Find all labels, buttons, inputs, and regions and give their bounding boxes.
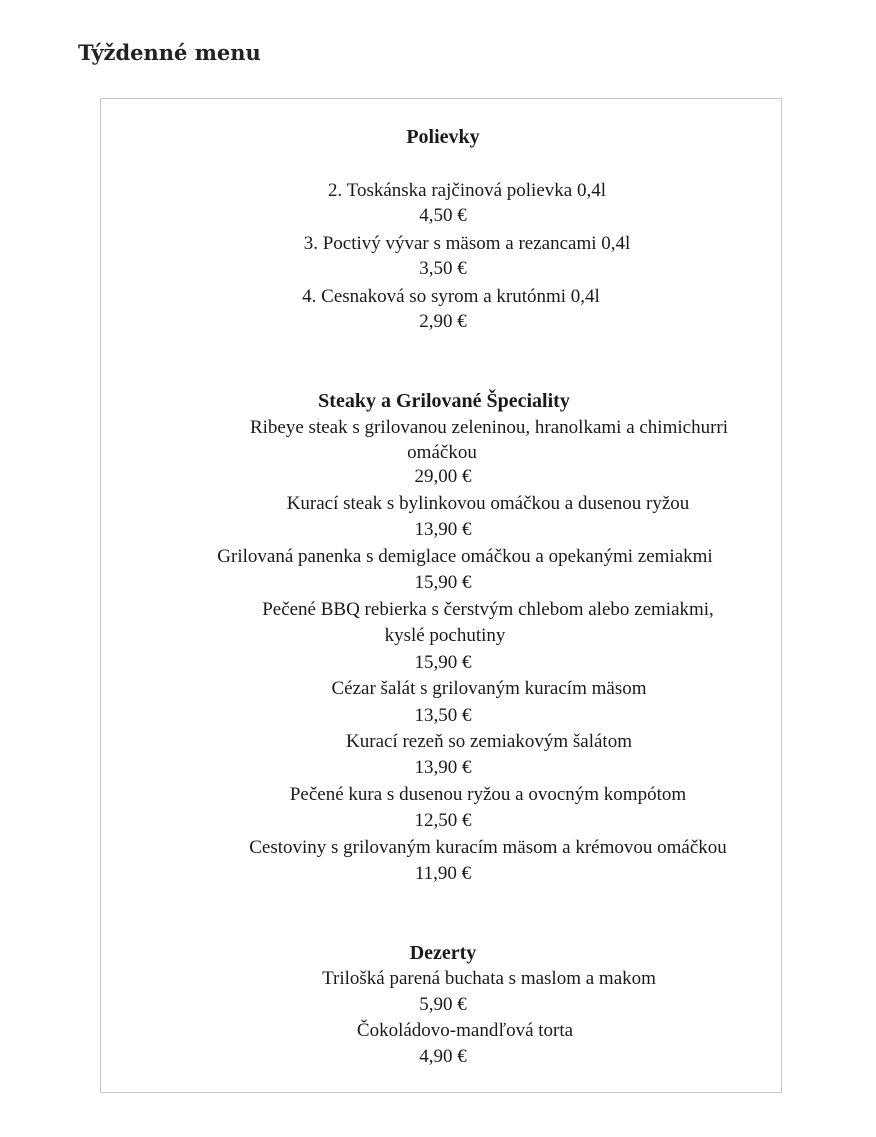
menu-item-name: Pečené BBQ rebierka s čerstvým chlebom alebo zemiakmi, <box>262 599 714 620</box>
menu-image <box>100 98 782 1093</box>
menu-item-name: Pečené kura s dusenou ryžou a ovocným kompótom <box>289 784 687 805</box>
menu-item-name: Ribeye steak s grilovanou zeleninou, hranolkami a chimichurri <box>249 417 729 438</box>
menu-item-name: 4. Cesnaková so syrom a krutónmi 0,4l <box>302 286 600 307</box>
menu-item-name: 3. Poctivý vývar s mäsom a rezancami 0,4l <box>303 233 631 254</box>
section-heading-soups: Polievky <box>406 126 480 148</box>
menu-item-price: 12,50 € <box>414 810 472 831</box>
menu-item-name: Čokoládovo-mandľová torta <box>356 1020 574 1041</box>
menu-content <box>101 99 781 1092</box>
menu-item-price: 2,90 € <box>419 311 467 332</box>
menu-item-price: 15,90 € <box>414 572 472 593</box>
menu-item-price: 4,90 € <box>419 1046 467 1067</box>
menu-item-name: Grilovaná panenka s demiglace omáčkou a opekanými zemiakmi <box>217 546 713 567</box>
menu-item-price: 15,90 € <box>414 652 472 673</box>
menu-item-name: Cézar šalát s grilovaným kuracím mäsom <box>331 678 647 699</box>
menu-item-price: 5,90 € <box>419 994 467 1015</box>
menu-item-price: 3,50 € <box>419 258 467 279</box>
section-heading-steaks: Steaky a Grilované Špeciality <box>318 390 570 412</box>
menu-item-price: 4,50 € <box>419 205 467 226</box>
menu-item-price: 11,90 € <box>414 863 472 884</box>
menu-item-price: 13,90 € <box>414 519 472 540</box>
menu-item-name-cont: omáčkou <box>407 442 477 463</box>
menu-item-name: Cestoviny s grilovaným kuracím mäsom a krémovou omáčkou <box>249 837 727 858</box>
menu-item-price: 13,90 € <box>414 757 472 778</box>
menu-item-name: Kurací steak s bylinkovou omáčkou a dusenou ryžou <box>286 493 690 514</box>
menu-item-name: Kurací rezeň so zemiakovým šalátom <box>346 731 632 752</box>
menu-item-name-cont: kyslé pochutiny <box>384 625 506 646</box>
menu-item-price: 13,50 € <box>414 705 472 726</box>
menu-item-name: 2. Toskánska rajčinová polievka 0,4l <box>328 180 606 201</box>
section-heading-desserts: Dezerty <box>409 942 477 964</box>
menu-item-price: 29,00 € <box>414 466 472 487</box>
menu-item-name: Trilošká parená buchata s maslom a makom <box>322 968 656 989</box>
page-title: Týždenné menu <box>78 40 261 65</box>
